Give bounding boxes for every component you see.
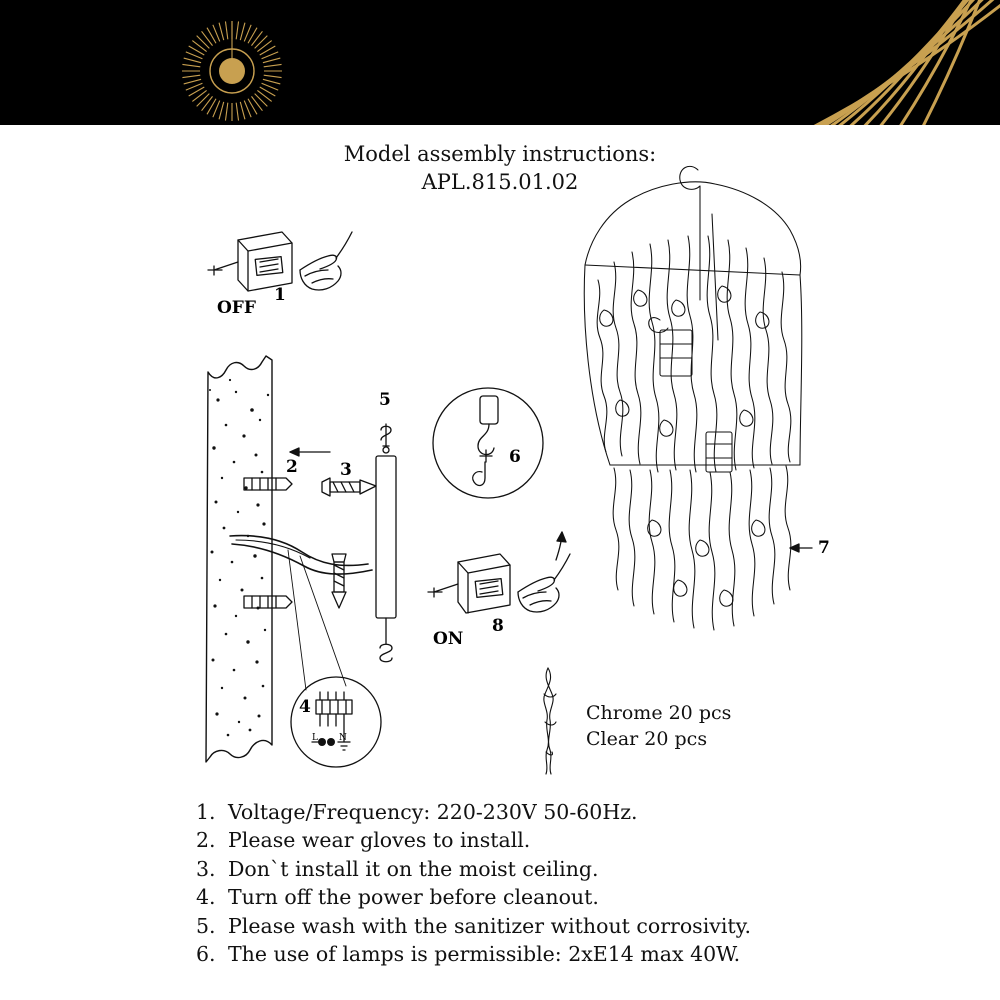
wall-section	[206, 356, 292, 762]
note-item	[196, 883, 956, 911]
callout-7: 7	[818, 538, 830, 558]
switch-off-illustration	[208, 232, 352, 291]
sunburst-icon	[178, 17, 286, 125]
callout-lines-terminal	[288, 550, 346, 690]
callout-5: 5	[379, 390, 391, 410]
note-number: 6.	[196, 942, 216, 967]
chandelier-illustration	[584, 166, 801, 630]
note-item	[196, 912, 956, 940]
wire-label-l: L	[312, 733, 318, 743]
page-title	[0, 140, 1000, 196]
parts-list	[586, 700, 731, 752]
title-line-2: APL.815.01.02	[421, 170, 579, 194]
title-line-1: Model assembly instructions:	[343, 142, 657, 166]
part-item-chrome: Chrome 20 pcs	[586, 702, 732, 724]
callout-off: OFF	[217, 298, 256, 318]
note-item	[196, 798, 956, 826]
callout-4: 4	[299, 697, 311, 717]
part-item-clear: Clear 20 pcs	[586, 728, 708, 750]
callout-2: 2	[286, 457, 298, 477]
note-number: 2.	[196, 828, 216, 853]
callout-3: 3	[340, 460, 352, 480]
note-text: Voltage/Frequency: 220-230V 50-60Hz.	[228, 800, 638, 824]
note-item	[196, 940, 956, 968]
switch-on-illustration	[428, 532, 570, 613]
mounting-bracket	[376, 424, 396, 662]
wire-label-n: N	[339, 733, 347, 743]
callout-8: 8	[492, 616, 504, 636]
callout-1: 1	[274, 285, 286, 305]
note-number: 3.	[196, 856, 216, 881]
arrow-step-2	[290, 448, 330, 456]
callout-on: ON	[433, 629, 464, 649]
callout-line-7	[790, 544, 812, 552]
terminal-block-detail	[291, 677, 381, 767]
note-item	[196, 826, 956, 854]
wires	[230, 536, 372, 574]
header-banner	[0, 0, 1000, 125]
safety-notes-list	[196, 798, 956, 968]
note-number: 4.	[196, 885, 216, 910]
hook-detail	[433, 388, 543, 498]
note-text: Don`t install it on the moist ceiling.	[228, 856, 599, 881]
note-text: Please wash with the sanitizer without corrosivity.	[228, 913, 752, 938]
note-text: Turn off the power before cleanout.	[228, 885, 599, 910]
note-item	[196, 855, 956, 883]
screw-step-3	[322, 478, 376, 496]
note-text: Please wear gloves to install.	[228, 828, 531, 853]
callout-6: 6	[509, 447, 521, 467]
crystal-sample	[544, 668, 556, 774]
note-text: The use of lamps is permissible: 2xE14 max 40W.	[228, 942, 741, 967]
screw-step-3b	[332, 554, 346, 608]
note-number: 1.	[196, 800, 216, 824]
fan-rays-icon	[620, 0, 1000, 125]
note-number: 5.	[196, 913, 216, 938]
